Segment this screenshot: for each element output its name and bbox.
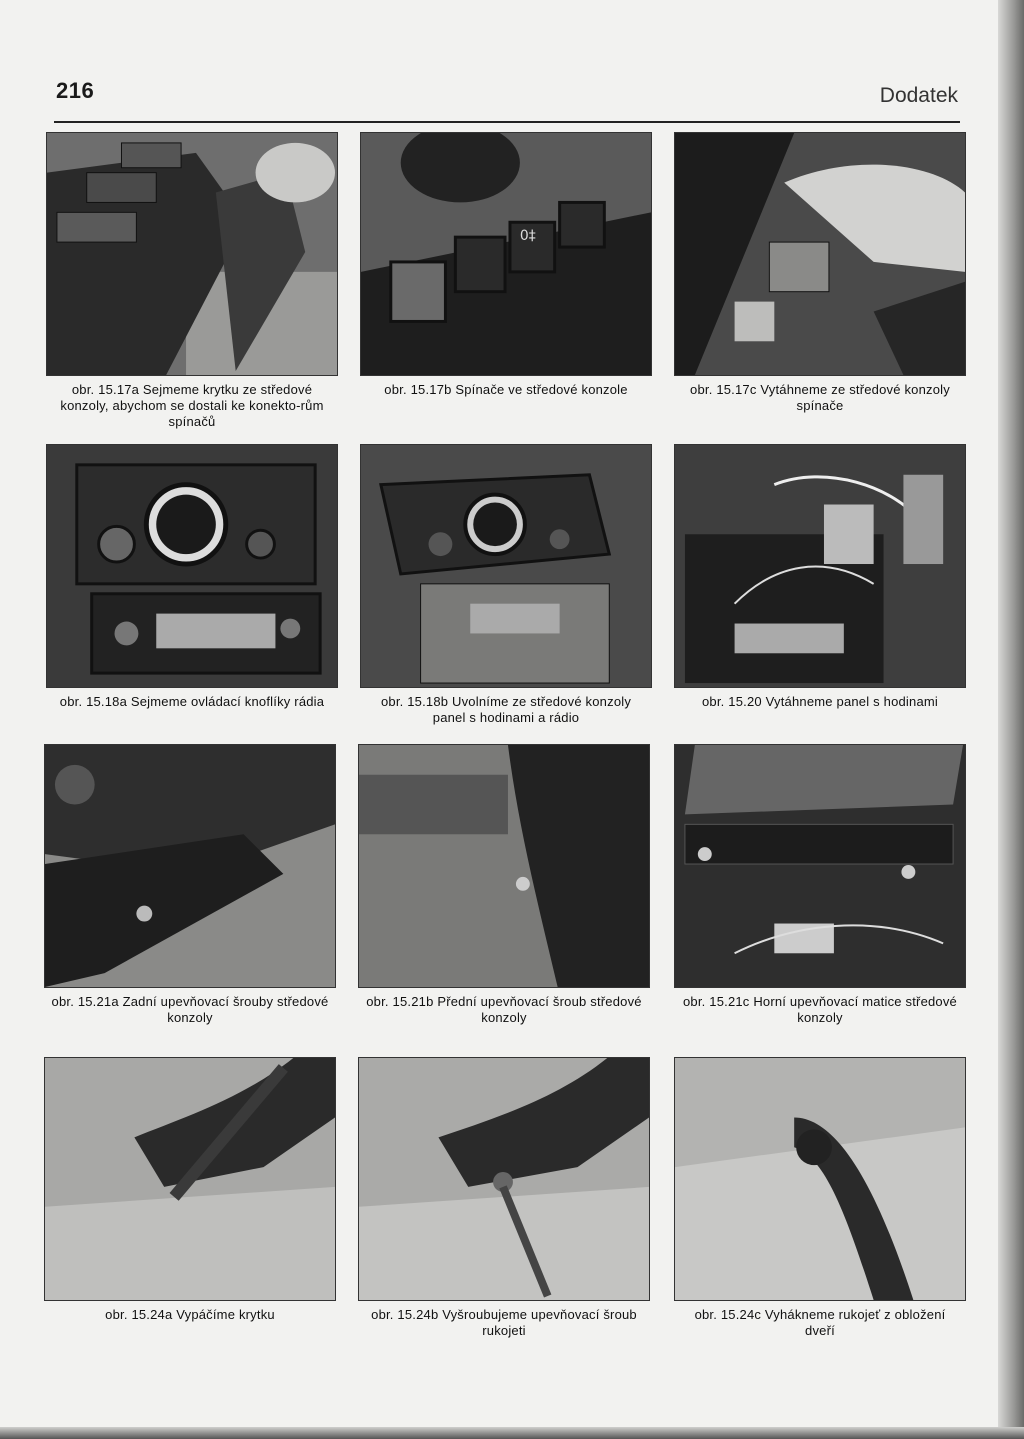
figure-15-20 bbox=[674, 444, 966, 710]
figure-photo bbox=[358, 1057, 650, 1301]
figure-photo bbox=[46, 444, 338, 688]
figure-15-21a bbox=[44, 744, 336, 1026]
figure-caption: obr. 15.24b Vyšroubujeme upevňovací šroub rukojeti bbox=[371, 1307, 637, 1338]
figure-15-24b bbox=[358, 1057, 650, 1339]
figure-15-17a bbox=[46, 132, 338, 430]
figure-15-18a bbox=[46, 444, 338, 710]
figure-photo bbox=[360, 444, 652, 688]
figure-15-21b bbox=[358, 744, 650, 1026]
figure-caption: obr. 15.24c Vyhákneme rukojeť z obložení dveří bbox=[694, 1307, 946, 1338]
page-edge-shadow bbox=[998, 0, 1024, 1439]
figure-15-24c bbox=[674, 1057, 966, 1339]
figure-15-21c bbox=[674, 744, 966, 1026]
figure-15-17b bbox=[360, 132, 652, 398]
figure-15-17c bbox=[674, 132, 966, 414]
figure-photo bbox=[674, 132, 966, 376]
figure-photo bbox=[674, 1057, 966, 1301]
section-title: Dodatek bbox=[879, 84, 958, 107]
figure-15-18b bbox=[360, 444, 652, 726]
figure-caption: obr. 15.17b Spínače ve středové konzole bbox=[384, 382, 628, 397]
figure-caption: obr. 15.17a Sejmeme krytku ze středové konzoly, abychom se dostali ke konekto-rům spínačů bbox=[60, 382, 324, 429]
figure-caption: obr. 15.20 Vytáhneme panel s hodinami bbox=[701, 694, 939, 709]
figure-photo bbox=[360, 132, 652, 376]
page-number: 216 bbox=[56, 78, 95, 103]
figure-photo bbox=[674, 444, 966, 688]
figure-caption: obr. 15.18a Sejmeme ovládací knoflíky rádia bbox=[59, 694, 325, 709]
figure-photo bbox=[46, 132, 338, 376]
figure-caption: obr. 15.18b Uvolníme ze středové konzoly panel s hodinami a rádio bbox=[380, 694, 632, 725]
figure-caption: obr. 15.21b Přední upevňovací šroub středové konzoly bbox=[366, 994, 642, 1025]
figure-caption: obr. 15.24a Vypáčíme krytku bbox=[105, 1307, 275, 1322]
figure-photo bbox=[358, 744, 650, 988]
header-rule bbox=[54, 121, 960, 123]
figure-grid bbox=[44, 132, 968, 1362]
figure-caption: obr. 15.21a Zadní upevňovací šrouby středové konzoly bbox=[51, 994, 329, 1025]
figure-photo bbox=[44, 744, 336, 988]
figure-caption: obr. 15.17c Vytáhneme ze středové konzoly spínače bbox=[690, 382, 950, 413]
figure-15-24a bbox=[44, 1057, 336, 1323]
figure-photo bbox=[44, 1057, 336, 1301]
figure-caption: obr. 15.21c Horní upevňovací matice středové konzoly bbox=[682, 994, 957, 1025]
page-bottom-shadow bbox=[0, 1427, 1024, 1439]
svg-text:0‡: 0‡ bbox=[519, 228, 536, 245]
figure-photo bbox=[674, 744, 966, 988]
